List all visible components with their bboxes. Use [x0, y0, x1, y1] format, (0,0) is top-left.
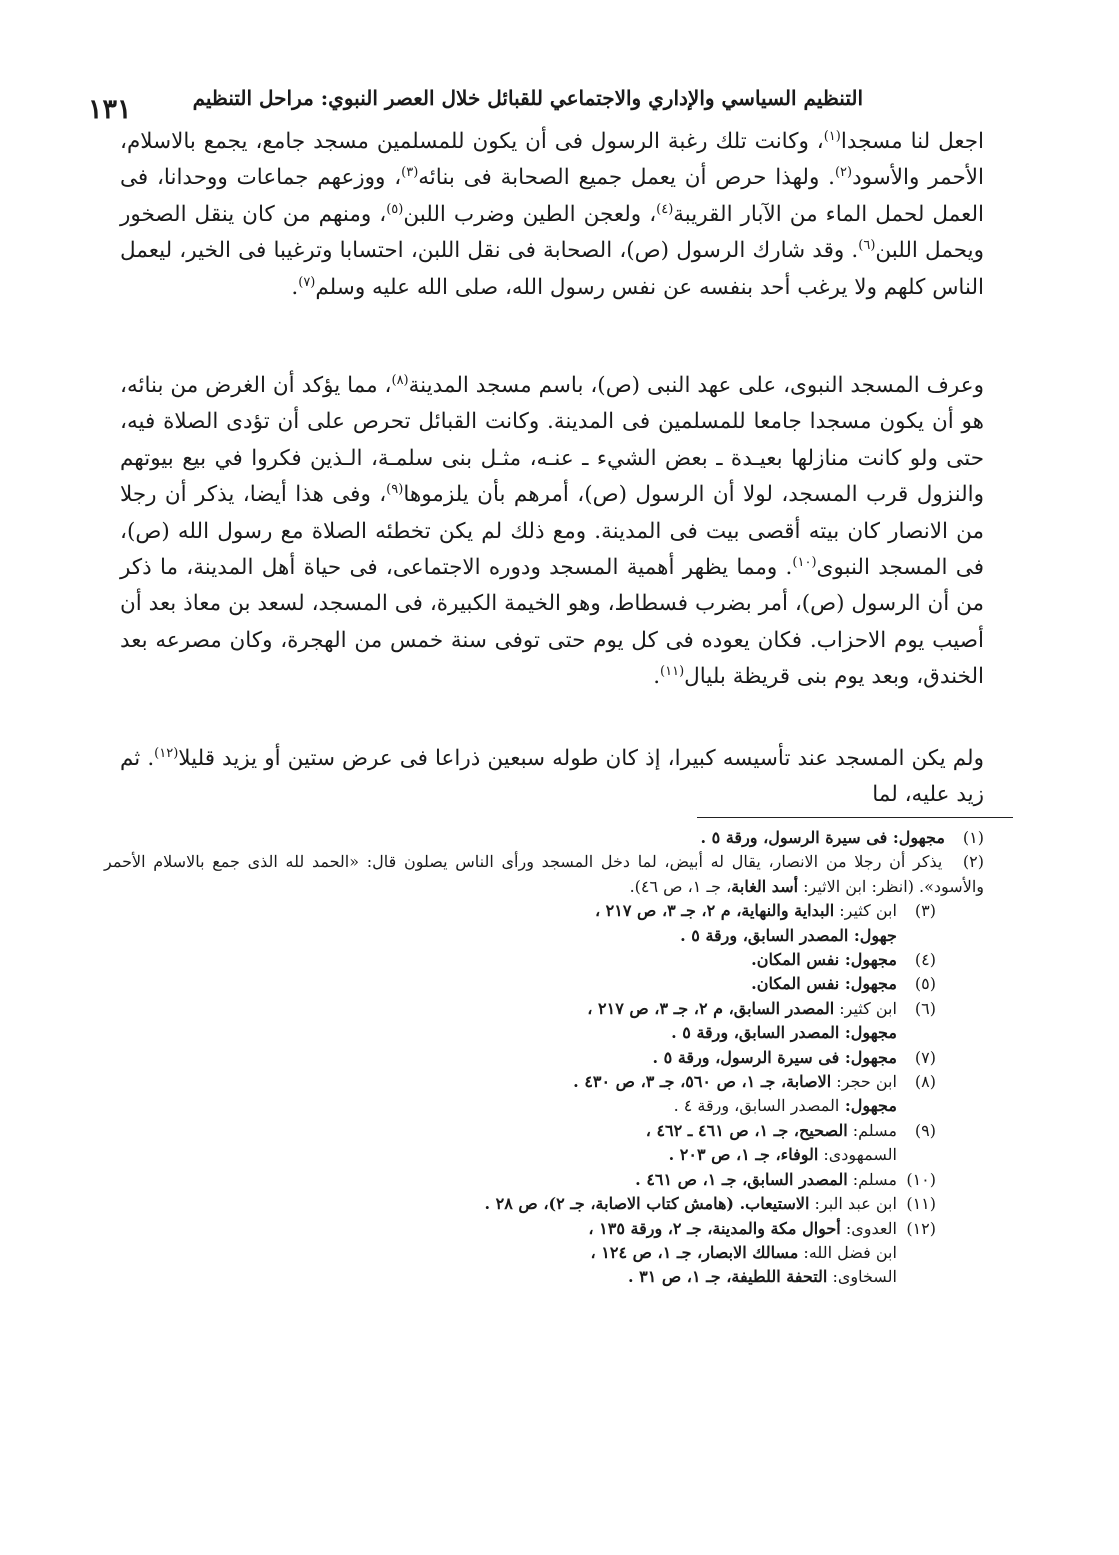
- footnote-ref[interactable]: (١٠): [792, 554, 817, 570]
- footnote-ref[interactable]: (١١): [660, 664, 685, 680]
- footnote-source: أحوال مكة والمدينة، جـ ٢، ورقة ١٣٥ ،: [588, 1218, 841, 1238]
- footnote-source: مجهول: فى سيرة الرسول، ورقة ٥ .: [700, 828, 945, 847]
- footnote-ref[interactable]: (٣): [401, 165, 419, 181]
- footnote-ref[interactable]: (١): [823, 128, 841, 144]
- footnote-continuation: [104, 1241, 984, 1265]
- text-run: . ومما يظهر أهمية المسجد ودوره الاجتماعى، فى حياة أهل المدينة، ما ذكر من أن الرسول (ص)، أمر بضرب فسطاط، وهو الخيمة الكبيرة، فى المسجد، لسعد بن معاذ بعد أن أصيب يوم الاحزاب. فكان يعوده فى كل يوم حتى توفى سنة خمس من الهجرة، وكان مصرعه بعد الخندق، وبعد يوم بنى قريظة بليال: [120, 555, 984, 690]
- footnote: [104, 1046, 984, 1070]
- footnote-source: البداية والنهاية، م ٢، جـ ٣، ص ٢١٧ ،: [594, 901, 835, 921]
- footnote-ref[interactable]: (٤): [656, 201, 674, 217]
- footnote-source: مسالك الابصار، جـ ١، ص ١٢٤ ،: [590, 1242, 799, 1262]
- footnote-continuation: [104, 1143, 984, 1167]
- footnote-number: (٢): [962, 852, 984, 872]
- text-run: .: [653, 664, 661, 690]
- footnote-ref[interactable]: (٥): [386, 201, 404, 217]
- footnote-ref[interactable]: (٨): [391, 372, 409, 388]
- footnote-continuation: [104, 924, 984, 948]
- footnote-ref[interactable]: (٢): [834, 165, 853, 181]
- footnote: [104, 1192, 984, 1216]
- footnote-continuation: [104, 1094, 984, 1118]
- footnote-text: السمهودى:: [818, 1145, 897, 1165]
- footnote-number: (٥): [914, 974, 936, 994]
- footnote-number: (٣): [914, 901, 936, 921]
- footnote: [104, 1217, 984, 1241]
- text-run: ، ومنهم من كان ينقل الصخور ويحمل اللبن: [120, 201, 985, 264]
- text-run: . ولهذا حرص أن يعمل جميع الصحابة فى بنائه: [418, 165, 835, 191]
- text-run: ، وفى هذا أيضا، يذكر أن رجلا من الانصار كان بيته أقصى بيت فى المدينة. ومع ذلك لم يكن تخطئه الصلاة مع رسول الله (ص)، فى المسجد النبوى: [120, 482, 984, 581]
- footnote-source: المصدر السابق، جـ ١، ص ٤٦١ .: [635, 1169, 848, 1189]
- footnote-source: أسد الغابة: [731, 876, 799, 896]
- footnote-number: (٨): [914, 1072, 936, 1092]
- text-run: ، ووزعهم جماعات ووحدانا، فى العمل لحمل الماء من الآبار القريبة: [120, 165, 984, 227]
- footnote-number: (١١): [906, 1194, 936, 1214]
- footnote-source: الاستيعاب. (هامش كتاب الاصابة، جـ ٢)، ص ٢٨ .: [484, 1194, 810, 1214]
- footnote: [104, 899, 984, 923]
- text-run: ولم يكن المسجد عند تأسيسه كبيرا، إذ كان طوله سبعين ذراعا فى عرض ستين أو يزيد قليلا: [178, 746, 984, 771]
- footnote-source: مجهول: نفس المكان.: [751, 974, 897, 994]
- footnote: [104, 1119, 984, 1143]
- footnote-source: جهول: المصدر السابق، ورقة ٥ .: [680, 925, 897, 945]
- body-paragraph-1: [120, 124, 984, 361]
- body-paragraph-2-block: [120, 368, 984, 696]
- footnote: [104, 826, 984, 850]
- footnote-ref[interactable]: (٧): [298, 274, 316, 290]
- footnote: [104, 1070, 984, 1094]
- footnote-source: مجهول: المصدر السابق، ورقة ٥ .: [671, 1023, 897, 1043]
- footnote-number: (٩): [914, 1120, 936, 1140]
- body-paragraph-1-block: [120, 124, 984, 361]
- footnote-text: مسلم:: [847, 1120, 897, 1140]
- body-paragraph-2: [120, 368, 984, 696]
- text-run: وعرف المسجد النبوى، على عهد النبى (ص)، باسم مسجد المدينة: [408, 373, 984, 398]
- footnote-text: ابن فضل الله:: [798, 1242, 897, 1262]
- footnote-tail: المصدر السابق، ورقة ٤ .: [673, 1096, 840, 1116]
- text-run: . ثم زيد عليه، لما: [120, 746, 984, 808]
- footnote: [104, 1168, 984, 1192]
- footnote-source: الاصابة، جـ ١، ص ٥٦٠، جـ ٣، ص ٤٣٠ .: [573, 1072, 832, 1092]
- footnote-number: (٧): [914, 1047, 936, 1067]
- footnote-continuation: [104, 1021, 984, 1045]
- footnote: [104, 948, 984, 972]
- footnote-text: ابن كثير:: [834, 998, 897, 1018]
- footnote-source: مجهول:: [839, 1096, 897, 1116]
- footnote-number: (١٠): [906, 1169, 936, 1189]
- footnote-number: (٦): [914, 998, 936, 1018]
- body-paragraph-3-block: [120, 741, 984, 814]
- footnote-source: مجهول: فى سيرة الرسول، ورقة ٥ .: [652, 1047, 897, 1067]
- footnote-source: المصدر السابق، م ٢، جـ ٣، ص ٢١٧ ،: [587, 998, 835, 1018]
- footnote-tail: ، جـ ١، ص ٤٦).: [629, 876, 732, 896]
- footnote-text: ابن عبد البر:: [809, 1194, 897, 1214]
- page-number: ١٣١: [88, 94, 132, 125]
- footnote-ref[interactable]: (١٢): [154, 745, 179, 761]
- footnote: [104, 972, 984, 996]
- text-run: . وقد شارك الرسول (ص)، الصحابة فى نقل اللبن، احتسابا وترغيبا فى الخير، ليعمل الناس كلهم ولا يرغب أحد بنفسه عن نفس رسول الله، صلى الله عليه وسلم: [120, 238, 984, 300]
- footnote-text: العدوى:: [840, 1218, 897, 1238]
- footnote-source: الصحيح، جـ ١، ص ٤٦١ ـ ٤٦٢ ،: [645, 1120, 848, 1140]
- footnote-ref[interactable]: (٦): [858, 238, 876, 254]
- footnote-number: (٤): [914, 950, 936, 970]
- text-run: ، مما يؤكد أن الغرض من بنائه، هو أن يكون مسجدا جامعا للمسلمين فى المدينة. وكانت القبائل تحرص على أن تؤدى الصلاة فيه، حتى ولو كانت منازلها بعيـدة ـ بعض الشيء ـ عنـه، مثـل بنى سلمـة، الـذين فكروا في بيع بيوتهم والنزول قرب المسجد، لولا أن الرسول (ص)، أمرهم بأن يلزموها: [120, 373, 984, 508]
- body-paragraph-3: [120, 741, 984, 814]
- footnote-text: ابن كثير:: [834, 901, 897, 921]
- footnote-number: (١٢): [906, 1218, 936, 1238]
- footnote-text: مسلم:: [847, 1169, 897, 1189]
- running-header: التنظيم السياسي والإداري والاجتماعي للقبائل خلال العصر النبوي: مراحل التنظيم: [192, 86, 863, 110]
- footnote-source: الوفاء، جـ ١، ص ٢٠٣ .: [668, 1145, 819, 1165]
- footnote-ref[interactable]: (٩): [386, 482, 404, 498]
- text-run: ، وكانت تلك رغبة الرسول فى أن يكون للمسلمين مسجد جامع، يجمع بالاسلام، الأحمر والأسود: [120, 129, 984, 191]
- footnote-text: ابن حجر:: [831, 1072, 897, 1092]
- footnote-source: مجهول: نفس المكان.: [751, 950, 897, 970]
- footnote-text: يذكر أن رجلا من الانصار، يقال له أبيض، لما دخل المسجد ورأى الناس يصلون قال: «الحمد لله الذى جمع بالاسلام الأحمر والأسود». (انظر: ابن الاثير:: [104, 852, 984, 896]
- footnote-continuation: [104, 1265, 984, 1289]
- text-run: .: [291, 274, 299, 300]
- text-run: اجعل لنا مسجدا: [840, 129, 984, 154]
- footnotes-list: [104, 826, 984, 1290]
- footnote-source: التحفة اللطيفة، جـ ١، ص ٣١ .: [627, 1267, 828, 1287]
- footnote-separator: [697, 817, 1013, 818]
- footnote: [104, 850, 984, 899]
- footnote-text: السخاوى:: [827, 1267, 897, 1287]
- footnote: [104, 997, 984, 1021]
- footnote-number: (١): [962, 828, 984, 847]
- text-run: ، ولعجن الطين وضرب اللبن: [403, 201, 657, 227]
